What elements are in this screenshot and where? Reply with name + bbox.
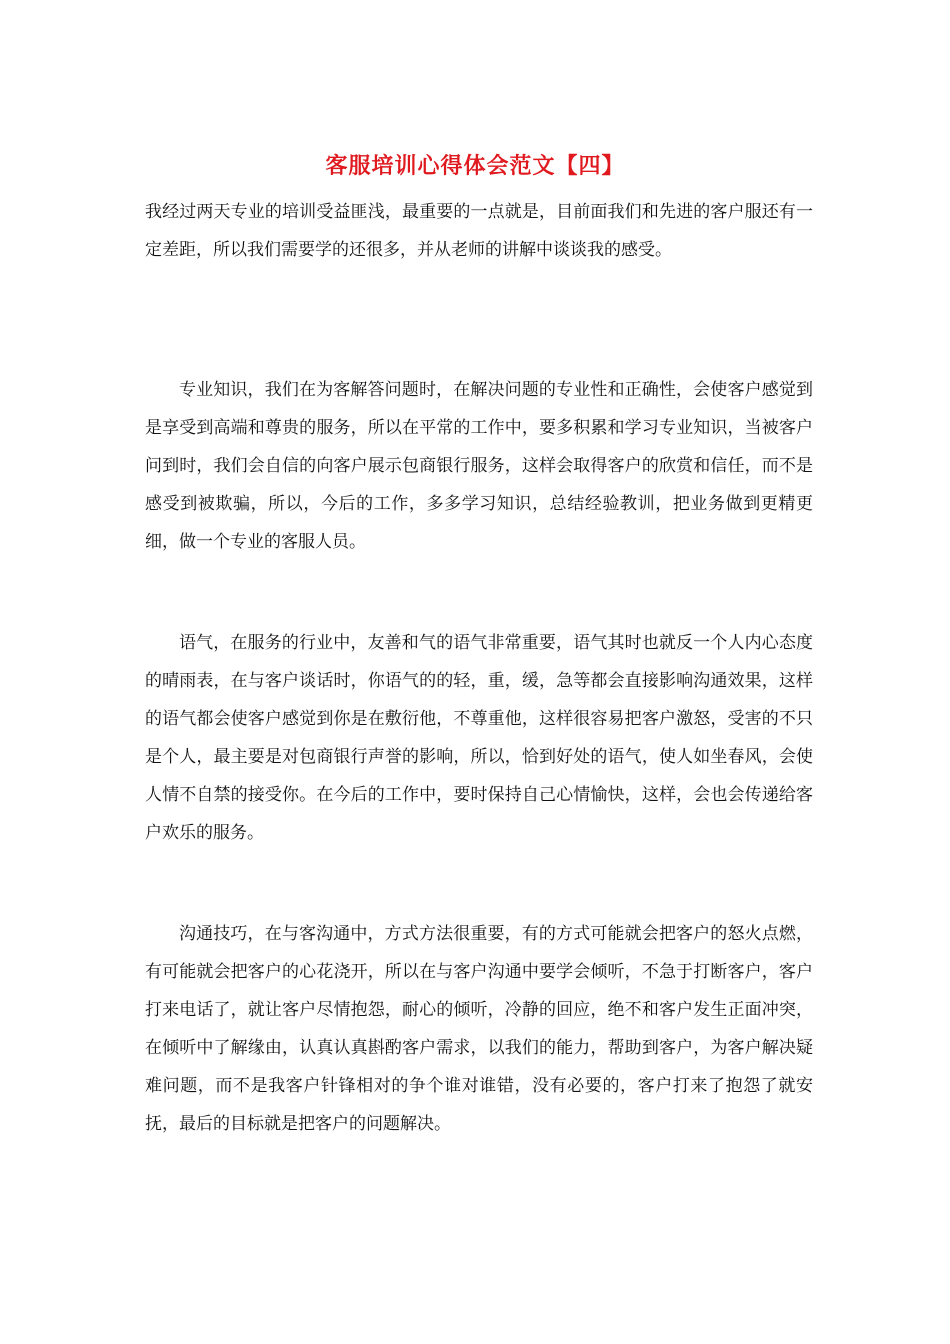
paragraph-intro: 我经过两天专业的培训受益匪浅，最重要的一点就是，目前面我们和先进的客户服还有一定差距，所以我们需要学的还很多，并从老师的讲解中谈谈我的感受。	[145, 202, 813, 260]
paragraph-professional-knowledge: 专业知识，我们在为客解答问题时，在解决问题的专业性和正确性，会使客户感觉到是享受到高端和尊贵的服务，所以在平常的工作中，要多积累和学习专业知识，当被客户问到时，我们会自信的向客户展示包商银行服务，这样会取得客户的欣赏和信任，而不是感受到被欺骗，所以，今后的工作，多多学习知识，总结经验教训，把业务做到更精更细，做一个专业的客服人员。	[145, 380, 813, 552]
paragraph-tone: 语气，在服务的行业中，友善和气的语气非常重要，语气其时也就反一个人内心态度的晴雨表，在与客户谈话时，你语气的的轻，重，缓，急等都会直接影响沟通效果，这样的语气都会使客户感觉到你是在敷衍他，不尊重他，这样很容易把客户激怒，受害的不只是个人，最主要是对包商银行声誉的影响，所以，恰到好处的语气，使人如坐春风，会使人情不自禁的接受你。在今后的工作中，要时保持自己心情愉快，这样，会也会传递给客户欢乐的服务。	[145, 633, 813, 843]
paragraph-communication-skills: 沟通技巧，在与客沟通中，方式方法很重要，有的方式可能就会把客户的怒火点燃，有可能就会把客户的心花浇开，所以在与客户沟通中要学会倾听，不急于打断客户，客户打来电话了，就让客户尽情抱怨，耐心的倾听，冷静的回应，绝不和客户发生正面冲突，在倾听中了解缘由，认真认真斟酌客户需求，以我们的能力，帮助到客户，为客户解决疑难问题，而不是我客户针锋相对的争个谁对谁错，没有必要的，客户打来了抱怨了就安抚，最后的目标就是把客户的问题解决。	[145, 924, 813, 1134]
document-title: 客服培训心得体会范文【四】	[325, 153, 625, 179]
